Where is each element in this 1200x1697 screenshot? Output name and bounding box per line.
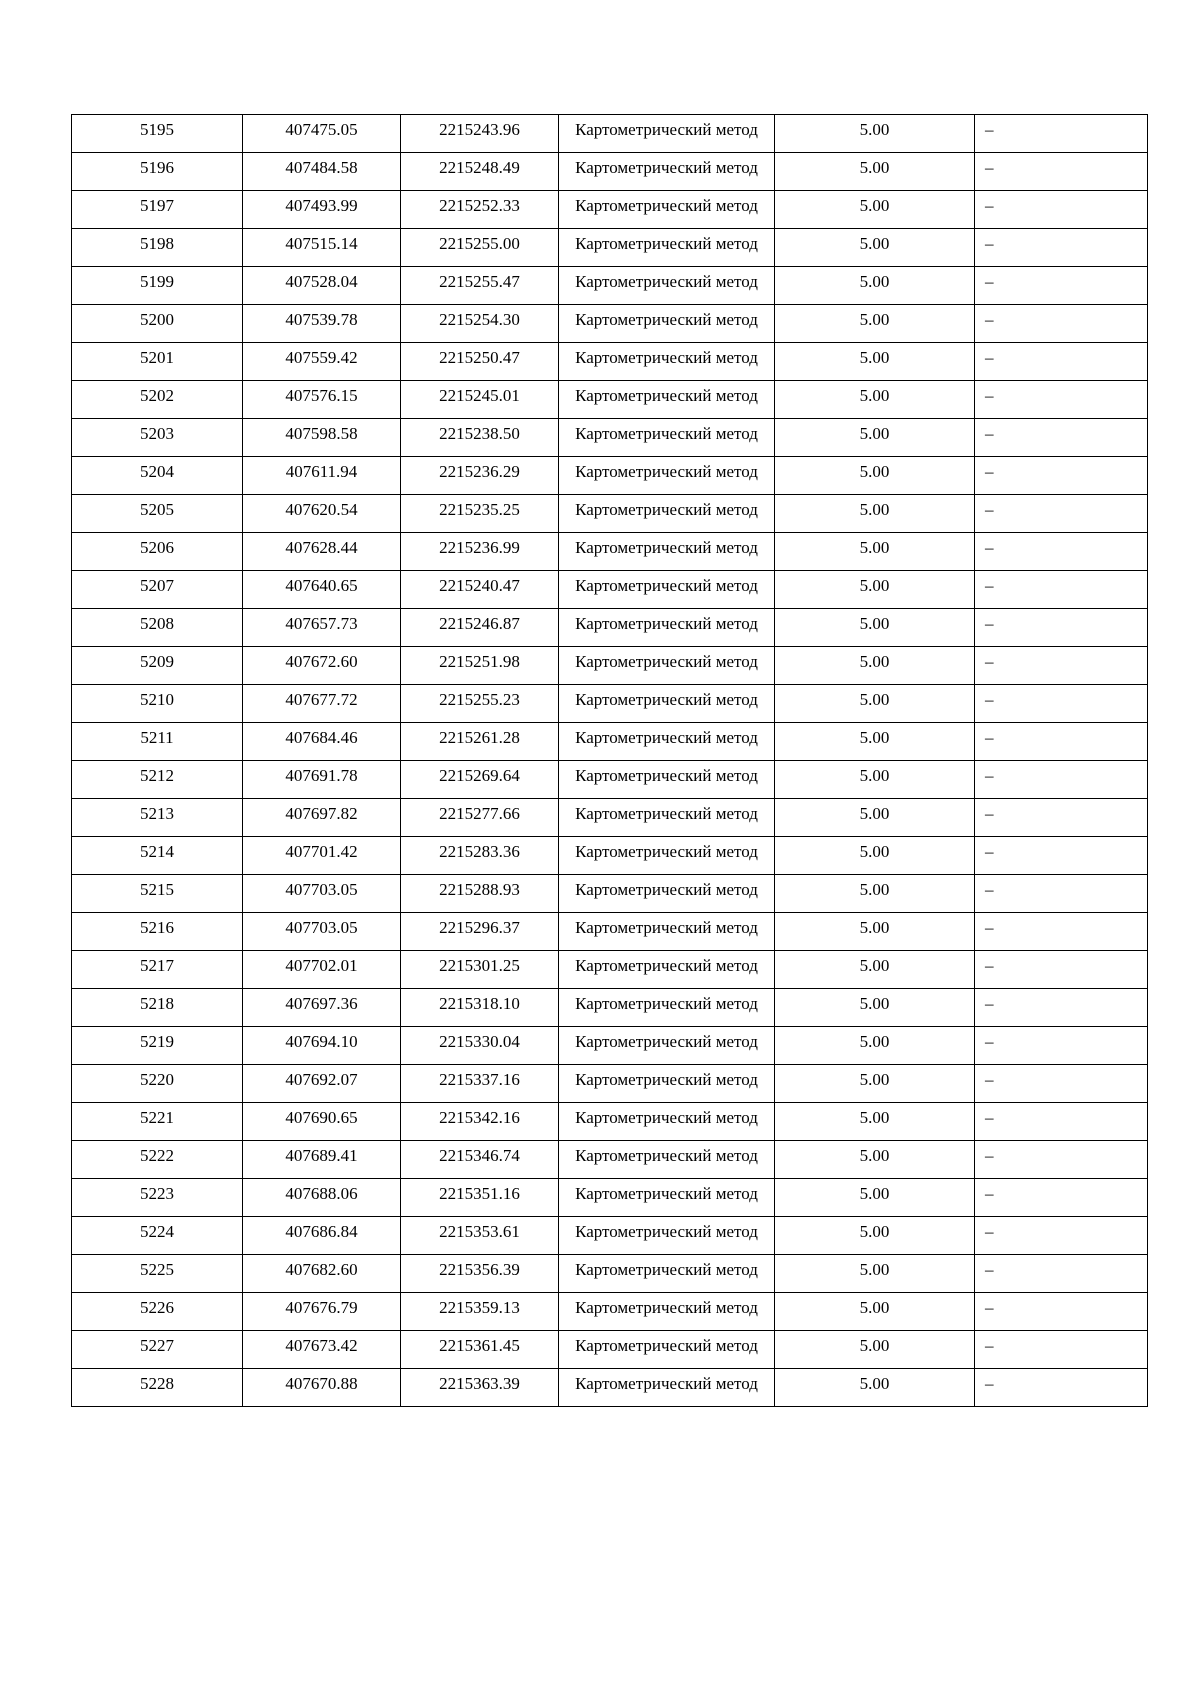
- coordinates-table-container: [71, 114, 1147, 1407]
- method-cell: Картометрический метод: [559, 267, 775, 305]
- table-row: [72, 647, 1148, 685]
- point-number-cell: 5215: [72, 875, 243, 913]
- point-number-cell: 5196: [72, 153, 243, 191]
- method-cell: Картометрический метод: [559, 723, 775, 761]
- point-number-cell: 5197: [72, 191, 243, 229]
- method-cell: Картометрический метод: [559, 457, 775, 495]
- x-coordinate-cell: 407703.05: [243, 875, 401, 913]
- y-coordinate-cell: 2215353.61: [401, 1217, 559, 1255]
- x-coordinate-cell: 407493.99: [243, 191, 401, 229]
- table-row: [72, 305, 1148, 343]
- x-coordinate-cell: 407703.05: [243, 913, 401, 951]
- y-coordinate-cell: 2215255.00: [401, 229, 559, 267]
- point-number-cell: 5199: [72, 267, 243, 305]
- table-row: [72, 1217, 1148, 1255]
- accuracy-cell: 5.00: [775, 1103, 975, 1141]
- table-row: [72, 343, 1148, 381]
- x-coordinate-cell: 407684.46: [243, 723, 401, 761]
- table-row: [72, 685, 1148, 723]
- accuracy-cell: 5.00: [775, 1217, 975, 1255]
- point-number-cell: 5198: [72, 229, 243, 267]
- method-cell: Картометрический метод: [559, 875, 775, 913]
- table-row: [72, 1331, 1148, 1369]
- note-cell: –: [975, 571, 1148, 609]
- accuracy-cell: 5.00: [775, 1369, 975, 1407]
- method-cell: Картометрический метод: [559, 533, 775, 571]
- accuracy-cell: 5.00: [775, 761, 975, 799]
- note-cell: –: [975, 229, 1148, 267]
- table-row: [72, 837, 1148, 875]
- y-coordinate-cell: 2215254.30: [401, 305, 559, 343]
- accuracy-cell: 5.00: [775, 1293, 975, 1331]
- note-cell: –: [975, 1217, 1148, 1255]
- y-coordinate-cell: 2215296.37: [401, 913, 559, 951]
- accuracy-cell: 5.00: [775, 1179, 975, 1217]
- y-coordinate-cell: 2215261.28: [401, 723, 559, 761]
- table-row: [72, 875, 1148, 913]
- x-coordinate-cell: 407677.72: [243, 685, 401, 723]
- point-number-cell: 5203: [72, 419, 243, 457]
- point-number-cell: 5214: [72, 837, 243, 875]
- x-coordinate-cell: 407620.54: [243, 495, 401, 533]
- y-coordinate-cell: 2215342.16: [401, 1103, 559, 1141]
- method-cell: Картометрический метод: [559, 1293, 775, 1331]
- point-number-cell: 5220: [72, 1065, 243, 1103]
- x-coordinate-cell: 407539.78: [243, 305, 401, 343]
- y-coordinate-cell: 2215330.04: [401, 1027, 559, 1065]
- table-row: [72, 609, 1148, 647]
- x-coordinate-cell: 407484.58: [243, 153, 401, 191]
- point-number-cell: 5218: [72, 989, 243, 1027]
- y-coordinate-cell: 2215251.98: [401, 647, 559, 685]
- point-number-cell: 5200: [72, 305, 243, 343]
- method-cell: Картометрический метод: [559, 609, 775, 647]
- method-cell: Картометрический метод: [559, 1179, 775, 1217]
- point-number-cell: 5223: [72, 1179, 243, 1217]
- accuracy-cell: 5.00: [775, 723, 975, 761]
- method-cell: Картометрический метод: [559, 191, 775, 229]
- accuracy-cell: 5.00: [775, 609, 975, 647]
- x-coordinate-cell: 407611.94: [243, 457, 401, 495]
- accuracy-cell: 5.00: [775, 1331, 975, 1369]
- point-number-cell: 5204: [72, 457, 243, 495]
- y-coordinate-cell: 2215356.39: [401, 1255, 559, 1293]
- point-number-cell: 5219: [72, 1027, 243, 1065]
- x-coordinate-cell: 407676.79: [243, 1293, 401, 1331]
- note-cell: –: [975, 1293, 1148, 1331]
- method-cell: Картометрический метод: [559, 381, 775, 419]
- method-cell: Картометрический метод: [559, 1369, 775, 1407]
- table-row: [72, 153, 1148, 191]
- point-number-cell: 5205: [72, 495, 243, 533]
- x-coordinate-cell: 407690.65: [243, 1103, 401, 1141]
- accuracy-cell: 5.00: [775, 305, 975, 343]
- accuracy-cell: 5.00: [775, 191, 975, 229]
- accuracy-cell: 5.00: [775, 495, 975, 533]
- point-number-cell: 5225: [72, 1255, 243, 1293]
- accuracy-cell: 5.00: [775, 153, 975, 191]
- y-coordinate-cell: 2215246.87: [401, 609, 559, 647]
- method-cell: Картометрический метод: [559, 115, 775, 153]
- accuracy-cell: 5.00: [775, 1065, 975, 1103]
- note-cell: –: [975, 951, 1148, 989]
- table-row: [72, 913, 1148, 951]
- accuracy-cell: 5.00: [775, 419, 975, 457]
- table-row: [72, 1141, 1148, 1179]
- point-number-cell: 5202: [72, 381, 243, 419]
- accuracy-cell: 5.00: [775, 457, 975, 495]
- table-row: [72, 1027, 1148, 1065]
- y-coordinate-cell: 2215243.96: [401, 115, 559, 153]
- note-cell: –: [975, 685, 1148, 723]
- y-coordinate-cell: 2215363.39: [401, 1369, 559, 1407]
- y-coordinate-cell: 2215255.23: [401, 685, 559, 723]
- x-coordinate-cell: 407475.05: [243, 115, 401, 153]
- x-coordinate-cell: 407628.44: [243, 533, 401, 571]
- accuracy-cell: 5.00: [775, 1027, 975, 1065]
- method-cell: Картометрический метод: [559, 837, 775, 875]
- x-coordinate-cell: 407689.41: [243, 1141, 401, 1179]
- point-number-cell: 5222: [72, 1141, 243, 1179]
- x-coordinate-cell: 407701.42: [243, 837, 401, 875]
- x-coordinate-cell: 407697.36: [243, 989, 401, 1027]
- note-cell: –: [975, 913, 1148, 951]
- accuracy-cell: 5.00: [775, 647, 975, 685]
- accuracy-cell: 5.00: [775, 837, 975, 875]
- note-cell: –: [975, 419, 1148, 457]
- coordinates-table-body: [72, 115, 1148, 1407]
- y-coordinate-cell: 2215318.10: [401, 989, 559, 1027]
- accuracy-cell: 5.00: [775, 685, 975, 723]
- method-cell: Картометрический метод: [559, 1331, 775, 1369]
- method-cell: Картометрический метод: [559, 913, 775, 951]
- point-number-cell: 5217: [72, 951, 243, 989]
- point-number-cell: 5221: [72, 1103, 243, 1141]
- x-coordinate-cell: 407673.42: [243, 1331, 401, 1369]
- point-number-cell: 5207: [72, 571, 243, 609]
- note-cell: –: [975, 1103, 1148, 1141]
- accuracy-cell: 5.00: [775, 115, 975, 153]
- x-coordinate-cell: 407686.84: [243, 1217, 401, 1255]
- x-coordinate-cell: 407682.60: [243, 1255, 401, 1293]
- accuracy-cell: 5.00: [775, 799, 975, 837]
- table-row: [72, 723, 1148, 761]
- note-cell: –: [975, 1255, 1148, 1293]
- x-coordinate-cell: 407598.58: [243, 419, 401, 457]
- note-cell: –: [975, 837, 1148, 875]
- y-coordinate-cell: 2215361.45: [401, 1331, 559, 1369]
- method-cell: Картометрический метод: [559, 419, 775, 457]
- coordinates-table: [71, 114, 1148, 1407]
- table-row: [72, 571, 1148, 609]
- note-cell: –: [975, 723, 1148, 761]
- accuracy-cell: 5.00: [775, 1141, 975, 1179]
- accuracy-cell: 5.00: [775, 343, 975, 381]
- y-coordinate-cell: 2215248.49: [401, 153, 559, 191]
- y-coordinate-cell: 2215255.47: [401, 267, 559, 305]
- table-row: [72, 1103, 1148, 1141]
- y-coordinate-cell: 2215236.99: [401, 533, 559, 571]
- accuracy-cell: 5.00: [775, 229, 975, 267]
- method-cell: Картометрический метод: [559, 343, 775, 381]
- y-coordinate-cell: 2215337.16: [401, 1065, 559, 1103]
- note-cell: –: [975, 1065, 1148, 1103]
- x-coordinate-cell: 407670.88: [243, 1369, 401, 1407]
- table-row: [72, 381, 1148, 419]
- point-number-cell: 5212: [72, 761, 243, 799]
- table-row: [72, 1293, 1148, 1331]
- y-coordinate-cell: 2215236.29: [401, 457, 559, 495]
- note-cell: –: [975, 1141, 1148, 1179]
- table-row: [72, 267, 1148, 305]
- table-row: [72, 191, 1148, 229]
- x-coordinate-cell: 407559.42: [243, 343, 401, 381]
- note-cell: –: [975, 761, 1148, 799]
- accuracy-cell: 5.00: [775, 875, 975, 913]
- point-number-cell: 5224: [72, 1217, 243, 1255]
- table-row: [72, 419, 1148, 457]
- accuracy-cell: 5.00: [775, 989, 975, 1027]
- note-cell: –: [975, 647, 1148, 685]
- y-coordinate-cell: 2215240.47: [401, 571, 559, 609]
- y-coordinate-cell: 2215346.74: [401, 1141, 559, 1179]
- x-coordinate-cell: 407640.65: [243, 571, 401, 609]
- accuracy-cell: 5.00: [775, 951, 975, 989]
- method-cell: Картометрический метод: [559, 571, 775, 609]
- accuracy-cell: 5.00: [775, 381, 975, 419]
- note-cell: –: [975, 1027, 1148, 1065]
- y-coordinate-cell: 2215359.13: [401, 1293, 559, 1331]
- x-coordinate-cell: 407657.73: [243, 609, 401, 647]
- y-coordinate-cell: 2215238.50: [401, 419, 559, 457]
- accuracy-cell: 5.00: [775, 571, 975, 609]
- point-number-cell: 5201: [72, 343, 243, 381]
- note-cell: –: [975, 875, 1148, 913]
- point-number-cell: 5209: [72, 647, 243, 685]
- method-cell: Картометрический метод: [559, 1255, 775, 1293]
- method-cell: Картометрический метод: [559, 1065, 775, 1103]
- y-coordinate-cell: 2215351.16: [401, 1179, 559, 1217]
- point-number-cell: 5213: [72, 799, 243, 837]
- y-coordinate-cell: 2215235.25: [401, 495, 559, 533]
- method-cell: Картометрический метод: [559, 1103, 775, 1141]
- accuracy-cell: 5.00: [775, 533, 975, 571]
- x-coordinate-cell: 407692.07: [243, 1065, 401, 1103]
- note-cell: –: [975, 191, 1148, 229]
- point-number-cell: 5227: [72, 1331, 243, 1369]
- note-cell: –: [975, 381, 1148, 419]
- point-number-cell: 5216: [72, 913, 243, 951]
- y-coordinate-cell: 2215283.36: [401, 837, 559, 875]
- accuracy-cell: 5.00: [775, 1255, 975, 1293]
- table-row: [72, 115, 1148, 153]
- note-cell: –: [975, 1369, 1148, 1407]
- x-coordinate-cell: 407576.15: [243, 381, 401, 419]
- note-cell: –: [975, 1331, 1148, 1369]
- accuracy-cell: 5.00: [775, 267, 975, 305]
- table-row: [72, 1065, 1148, 1103]
- table-row: [72, 951, 1148, 989]
- table-row: [72, 495, 1148, 533]
- table-row: [72, 229, 1148, 267]
- x-coordinate-cell: 407702.01: [243, 951, 401, 989]
- x-coordinate-cell: 407694.10: [243, 1027, 401, 1065]
- point-number-cell: 5210: [72, 685, 243, 723]
- y-coordinate-cell: 2215288.93: [401, 875, 559, 913]
- note-cell: –: [975, 799, 1148, 837]
- note-cell: –: [975, 533, 1148, 571]
- method-cell: Картометрический метод: [559, 305, 775, 343]
- method-cell: Картометрический метод: [559, 761, 775, 799]
- method-cell: Картометрический метод: [559, 153, 775, 191]
- note-cell: –: [975, 115, 1148, 153]
- y-coordinate-cell: 2215269.64: [401, 761, 559, 799]
- note-cell: –: [975, 495, 1148, 533]
- method-cell: Картометрический метод: [559, 989, 775, 1027]
- method-cell: Картометрический метод: [559, 951, 775, 989]
- method-cell: Картометрический метод: [559, 799, 775, 837]
- method-cell: Картометрический метод: [559, 1027, 775, 1065]
- point-number-cell: 5195: [72, 115, 243, 153]
- table-row: [72, 533, 1148, 571]
- y-coordinate-cell: 2215252.33: [401, 191, 559, 229]
- method-cell: Картометрический метод: [559, 685, 775, 723]
- note-cell: –: [975, 343, 1148, 381]
- table-row: [72, 799, 1148, 837]
- point-number-cell: 5226: [72, 1293, 243, 1331]
- note-cell: –: [975, 609, 1148, 647]
- x-coordinate-cell: 407515.14: [243, 229, 401, 267]
- method-cell: Картометрический метод: [559, 1217, 775, 1255]
- y-coordinate-cell: 2215277.66: [401, 799, 559, 837]
- table-row: [72, 1369, 1148, 1407]
- note-cell: –: [975, 989, 1148, 1027]
- note-cell: –: [975, 1179, 1148, 1217]
- y-coordinate-cell: 2215250.47: [401, 343, 559, 381]
- x-coordinate-cell: 407688.06: [243, 1179, 401, 1217]
- point-number-cell: 5228: [72, 1369, 243, 1407]
- table-row: [72, 457, 1148, 495]
- note-cell: –: [975, 153, 1148, 191]
- y-coordinate-cell: 2215301.25: [401, 951, 559, 989]
- x-coordinate-cell: 407672.60: [243, 647, 401, 685]
- x-coordinate-cell: 407528.04: [243, 267, 401, 305]
- note-cell: –: [975, 267, 1148, 305]
- method-cell: Картометрический метод: [559, 1141, 775, 1179]
- method-cell: Картометрический метод: [559, 229, 775, 267]
- table-row: [72, 989, 1148, 1027]
- point-number-cell: 5211: [72, 723, 243, 761]
- x-coordinate-cell: 407691.78: [243, 761, 401, 799]
- point-number-cell: 5206: [72, 533, 243, 571]
- note-cell: –: [975, 457, 1148, 495]
- accuracy-cell: 5.00: [775, 913, 975, 951]
- x-coordinate-cell: 407697.82: [243, 799, 401, 837]
- table-row: [72, 1255, 1148, 1293]
- note-cell: –: [975, 305, 1148, 343]
- table-row: [72, 1179, 1148, 1217]
- point-number-cell: 5208: [72, 609, 243, 647]
- y-coordinate-cell: 2215245.01: [401, 381, 559, 419]
- method-cell: Картометрический метод: [559, 647, 775, 685]
- method-cell: Картометрический метод: [559, 495, 775, 533]
- table-row: [72, 761, 1148, 799]
